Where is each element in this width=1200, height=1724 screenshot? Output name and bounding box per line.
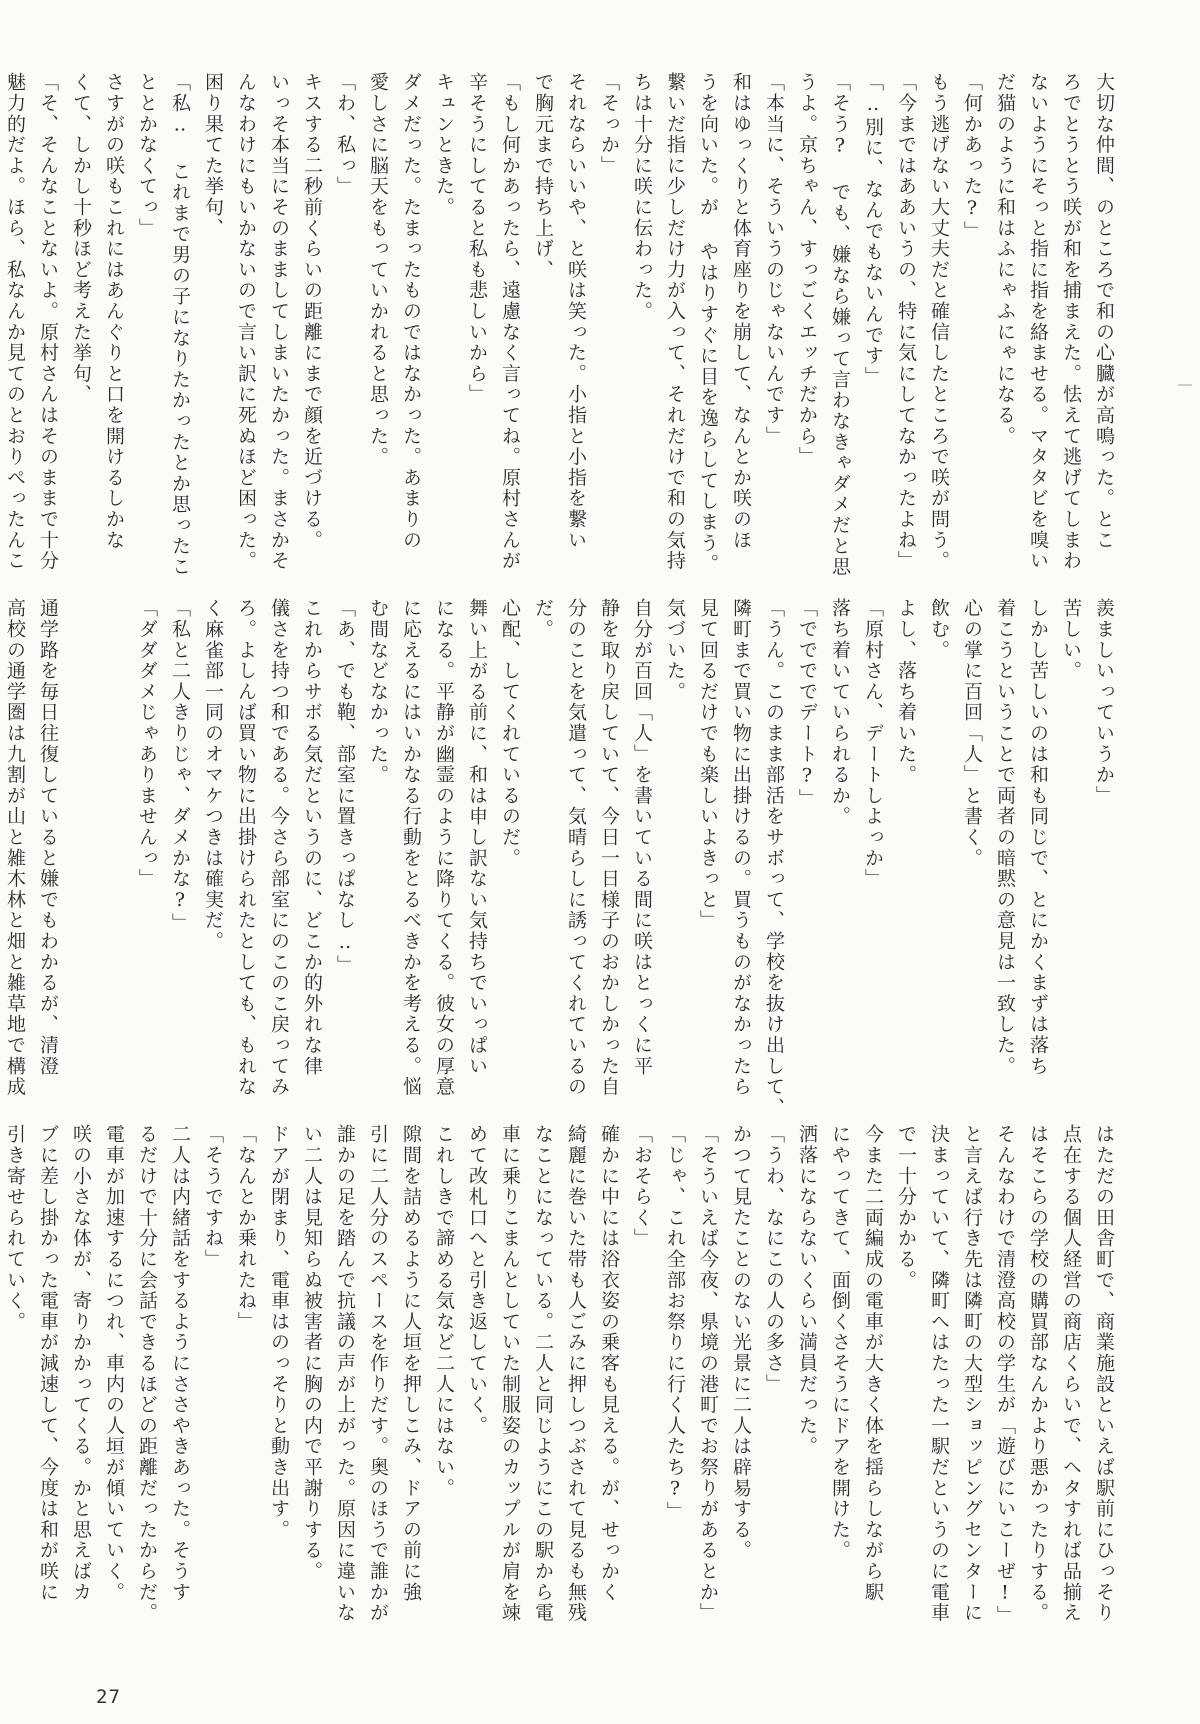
- text-column: 今また二両編成の電車が大きく体を揺らしながら駅: [862, 1124, 884, 1603]
- text-column: 「何かあった?」: [961, 72, 983, 242]
- text-column: くて、しかし十秒ほど考えた挙句、: [70, 72, 92, 405]
- text-column: 車に乗りこまんとしていた制服姿のカップルが肩を竦: [499, 1124, 521, 1624]
- text-column: 「そうですね」: [202, 1124, 224, 1270]
- text-column: 「おそらく」: [631, 1124, 653, 1249]
- text-column: んなわけにもいかないので言い訳に死ぬほど困った。: [235, 72, 257, 572]
- text-column: に応えるにはいかなる行動をとるべきかを考える。悩: [400, 598, 422, 1098]
- text-column: 「‥別に、なんでもないんです」: [862, 72, 884, 387]
- text-column: 「原村さん、デートしよっか」: [862, 598, 884, 890]
- text-column: 「そっか」: [598, 72, 620, 176]
- text-column: ろ。よしんば買い物に出掛けられたとしても、もれな: [235, 598, 257, 1098]
- text-column: む間などなかった。: [367, 598, 389, 786]
- text-column: キュンときた。: [433, 72, 455, 218]
- text-column: 「今まではああいうの、特に気にしてなかったよね」: [895, 72, 917, 572]
- text-column: 「うん。このまま部活をサボって、学校を抜け出して、: [763, 598, 785, 1118]
- text-column: 心配、してくれているのだ。: [499, 598, 521, 869]
- text-column: うを向いた。が やはりすぐに目を逸らしてしまう。: [697, 72, 719, 575]
- text-column: 綺麗に巻いた帯も人ごみに押しつぶされて見るも無残: [565, 1124, 587, 1624]
- text-column: かつて見たことのない光景に二人は辟易する。: [730, 1124, 752, 1561]
- text-band-bottom: [4, 1124, 1120, 1654]
- text-column: く麻雀部一同のオマケつきは確実だ。: [202, 598, 224, 952]
- text-column: ととかなくてっ」: [136, 72, 158, 239]
- text-column: 「あ、でも鞄、部室に置きっぱなし‥」: [334, 598, 356, 976]
- text-column: 通学路を毎日往復していると嫌でもわかるが、清澄: [37, 598, 59, 1077]
- text-column: ろでとうとう咲が和を捕まえた。怯えて逃げてしまわ: [1060, 72, 1082, 572]
- text-column: 困り果てた挙句、: [202, 72, 224, 239]
- text-band-middle: [4, 598, 1120, 1128]
- text-column: 「ダダダメじゃありませんっ」: [136, 598, 158, 890]
- text-column: 心の掌に百回「人」と書く。: [961, 598, 983, 869]
- text-column: 苦しい。: [1060, 598, 1082, 682]
- text-column: よし、落ち着いた。: [895, 598, 917, 786]
- text-band-top: [4, 72, 1120, 602]
- text-column: にやってきて、面倒くさそうにドアを開けた。: [829, 1124, 851, 1561]
- text-column: はただの田舎町で、商業施設といえば駅前にひっそり: [1093, 1124, 1115, 1624]
- text-column: 引き寄せられていく。: [4, 1124, 26, 1332]
- text-column: 見て回るだけでも楽しいよきっと」: [697, 598, 719, 931]
- text-column: 洒落にならないくらい満員だった。: [796, 1124, 818, 1457]
- text-column: 「じゃ、これ全部お祭りに行く人たち?」: [664, 1124, 686, 1523]
- text-column: 分のことを気遣って、気晴らしに誘ってくれているの: [565, 598, 587, 1098]
- text-column: い二人は見知らぬ被害者に胸の内で平謝りする。: [301, 1124, 323, 1582]
- text-column: 咲の小さな体が、寄りかかってくる。かと思えばカ: [70, 1124, 92, 1603]
- text-column: 二人は内緒話をするようにささやきあった。そうす: [169, 1124, 191, 1603]
- text-column: だ猫のように和はふにゃふにゃになる。: [994, 72, 1016, 447]
- text-column: 着こうということで両者の暗黙の意見は一致した。: [994, 598, 1016, 1077]
- text-column: キスする二秒前くらいの距離にまで顔を近づける。: [301, 72, 323, 551]
- text-column: 繋いだ指に少しだけ力が入って、それだけで和の気持: [664, 72, 686, 572]
- text-column: 「ででででデート?」: [796, 598, 818, 809]
- text-column: これしきで諦める気など二人にはない。: [433, 1124, 455, 1499]
- text-column: 誰かの足を踏んで抗議の声が上がった。原因に違いな: [334, 1124, 356, 1624]
- text-column: 点在する個人経営の商店くらいで、ヘタすれば品揃え: [1060, 1124, 1082, 1624]
- text-column: 「そ、そんなことないよ。原村さんはそのままで十分: [37, 72, 59, 572]
- scan-edge-mark: [1178, 384, 1192, 386]
- text-column: ドアが閉まり、電車はのっそりと動き出す。: [268, 1124, 290, 1540]
- text-column: 愛しさに脳天をもっていかれると思った。: [367, 72, 389, 468]
- text-column: ダメだった。たまったものではなかった。あまりの: [400, 72, 422, 551]
- text-column: 飲む。: [928, 598, 950, 661]
- text-column: 「わ、私っ」: [334, 72, 356, 197]
- text-column: [64, 598, 97, 1128]
- text-column: 羨ましいっていうか」: [1093, 598, 1115, 806]
- text-column: もう逃げない大丈夫だと確信したところで咲が問う。: [928, 72, 950, 572]
- text-column: 確かに中には浴衣姿の乗客も見える。が、せっかく: [598, 1124, 620, 1603]
- text-column: 「なんとか乗れたね」: [235, 1124, 257, 1332]
- text-column: 電車が加速するにつれ、車内の人垣が傾いていく。: [103, 1124, 125, 1603]
- text-column: 決まっていて、隣町へはたった一駅だというのに電車: [928, 1124, 950, 1624]
- text-column: るだけで十分に会話できるほどの距離だったからだ。: [136, 1124, 158, 1624]
- text-column: さすがの咲もこれにはあんぐりと口を開けるしかな: [103, 72, 125, 551]
- text-column: しかし苦しいのは和も同じで、とにかくまずは落ち: [1027, 598, 1049, 1077]
- text-column: 「私‥ これまで男の子になりたかったとか思ったこ: [169, 72, 191, 578]
- text-column: で一十分かかる。: [895, 1124, 917, 1291]
- text-column: 儀さを持つ和である。今さら部室にのこのこ戻ってみ: [268, 598, 290, 1098]
- text-column: 「私と二人きりじゃ、ダメかな?」: [169, 598, 191, 934]
- text-column: 「そういえば今夜、県境の港町でお祭りがあるとか」: [697, 1124, 719, 1624]
- text-column: うよ。京ちゃん、すっごくエッチだから」: [796, 72, 818, 468]
- text-column: になる。平静が幽霊のように降りてくる。彼女の厚意: [433, 598, 455, 1098]
- text-column: [97, 598, 130, 1128]
- text-column: 「もし何かあったら、遠慮なく言ってね。原村さんが: [499, 72, 521, 572]
- text-column: 落ち着いていられるか。: [829, 598, 851, 827]
- text-column: それならいいや、と咲は笑った。小指と小指を繋い: [565, 72, 587, 551]
- text-column: 「うわ、なにこの人の多さ」: [763, 1124, 785, 1395]
- text-column: はそこらの学校の購買部なんかより悪かったりする。: [1027, 1124, 1049, 1624]
- text-column: 舞い上がる前に、和は申し訳ない気持ちでいっぱい: [466, 598, 488, 1077]
- text-column: 自分が百回「人」を書いている間に咲はとっくに平: [631, 598, 653, 1077]
- text-column: 静を取り戻していて、今日一日様子のおかしかった自: [598, 598, 620, 1098]
- text-column: 気づいた。: [664, 598, 686, 702]
- text-column: いっそ本当にそのまましてしまいたかった。まさかそ: [268, 72, 290, 572]
- text-column: だ。: [532, 598, 554, 640]
- text-column: 高校の通学圏は九割が山と雑木林と畑と雑草地で構成: [4, 598, 26, 1098]
- text-column: 大切な仲間、のところで和の心臓が高鳴った。とこ: [1093, 72, 1115, 551]
- text-column: なことになっている。二人と同じようにこの駅から電: [532, 1124, 554, 1624]
- text-column: ブに差し掛かった電車が減速して、今度は和が咲に: [37, 1124, 59, 1603]
- text-column: そんなわけで清澄高校の学生が「遊びにいこーぜ!」: [994, 1124, 1016, 1627]
- text-column: 「本当に、そういうのじゃないんです」: [763, 72, 785, 447]
- page-number: 27: [96, 1686, 121, 1708]
- text-column: 「そう? でも、嫌なら嫌って言わなきゃダメだと思: [829, 72, 851, 578]
- text-column: 辛そうにしてると私も悲しいから」: [466, 72, 488, 405]
- text-column: と言えば行き先は隣町の大型ショッピングセンターに: [961, 1124, 983, 1624]
- text-column: 魅力的だよ。ほら、私なんか見てのとおりぺったんこ: [4, 72, 26, 572]
- text-column: ないようにそっと指に指を絡ませる。マタタビを嗅い: [1027, 72, 1049, 572]
- text-column: 隙間を詰めるように人垣を押しこみ、ドアの前に強: [400, 1124, 422, 1603]
- text-column: めて改札口へと引き返していく。: [466, 1124, 488, 1436]
- text-column: で胸元まで持ち上げ、: [532, 72, 554, 280]
- text-column: ちは十分に咲に伝わった。: [631, 72, 653, 322]
- text-column: 隣町まで買い物に出掛けるの。買うものがなかったら: [730, 598, 752, 1098]
- text-column: これからサボる気だというのに、どこか的外れな律: [301, 598, 323, 1077]
- text-column: 引に二人分のスペースを作りだす。奥のほうで誰かが: [367, 1124, 389, 1624]
- text-column: 和はゆっくりと体育座りを崩して、なんとか咲のほ: [730, 72, 752, 551]
